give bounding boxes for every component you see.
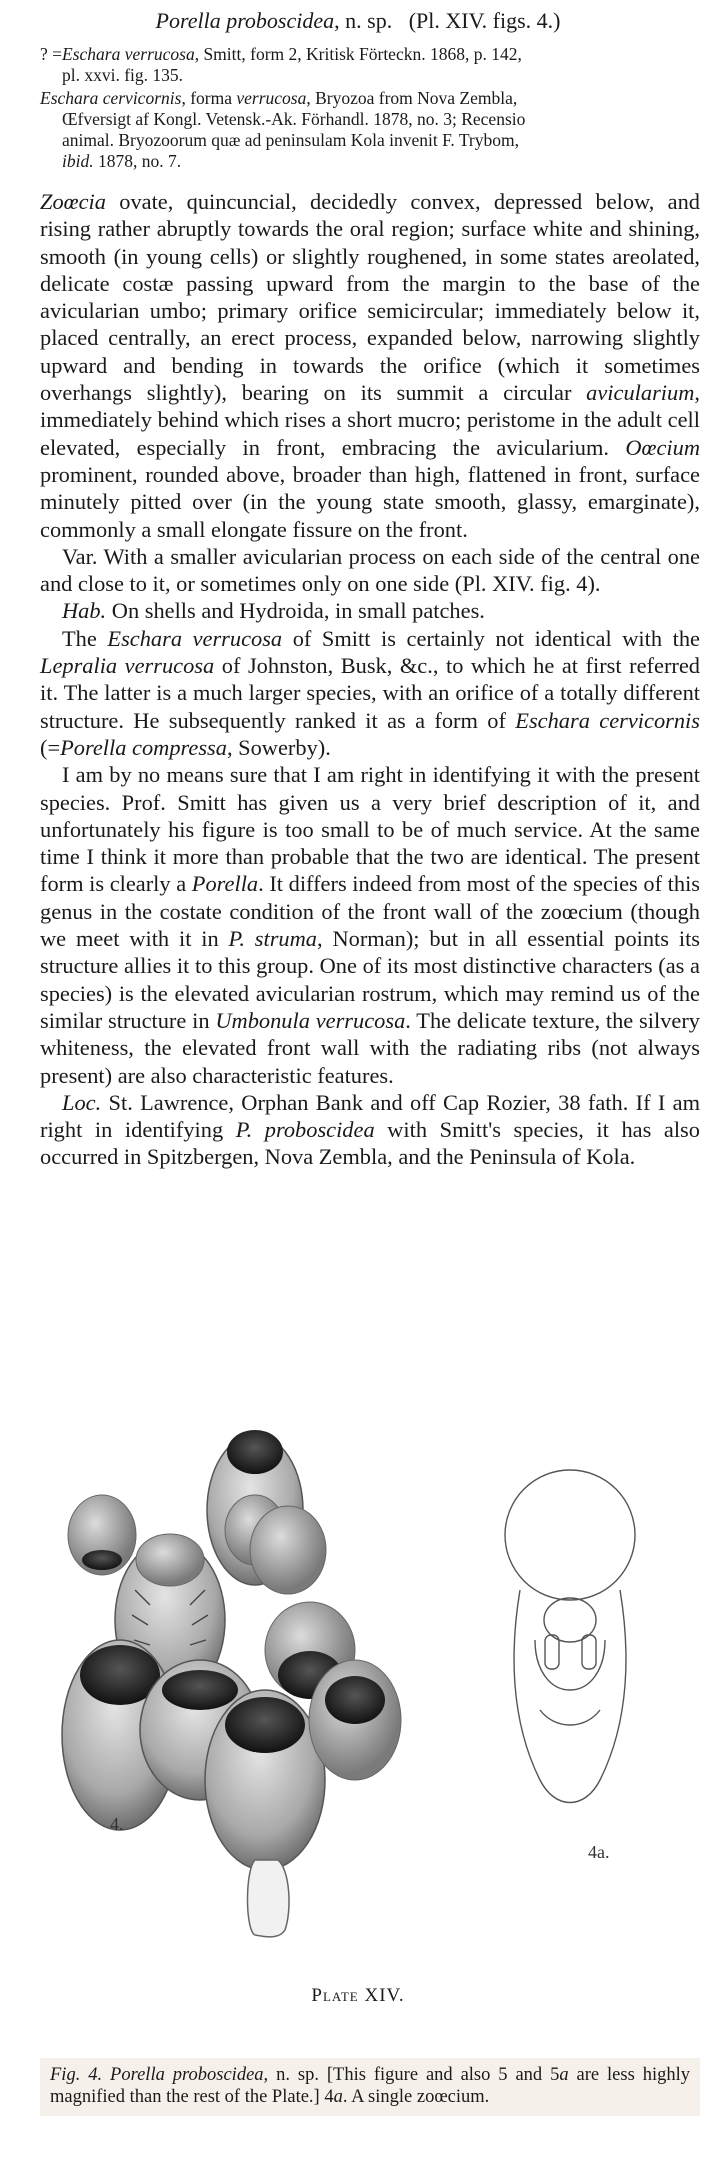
figure-label-4a: 4a. <box>588 1842 610 1862</box>
paragraph-identification: I am by no means sure that I am right in identifying it with the present species. Prof. Smitt has given us a very brief description of it, and unfortunately his figure is too small to be of much service. At the same time I think it more than probable that the two are identical. The present form is clearly a Porella. It differs indeed from most of the species of this genus in the costate condition of the front wall of the zoœcium (though we meet with it in P. struma, Norman); but in all essential points its structure allies it to this group. One of its most distinctive characters (as a species) is the elevated avicularian rostrum, which may remind us of the similar structure in Umbonula verrucosa. The delicate texture, the silvery whiteness, the elevated front wall with the radiating ribs (not always present) are also characteristic features. <box>40 762 701 1088</box>
plate-illustration <box>40 1390 700 1960</box>
synonym-1: ? =Eschara verrucosa, Smitt, form 2, Kritisk Förteckn. 1868, p. 142, pl. xxvi. fig. 135. <box>40 44 522 85</box>
paragraph-locality: Loc. St. Lawrence, Orphan Bank and off Cap Rozier, 38 fath. If I am right in identifying P. proboscidea with Smitt's species, it has also occurred in Spitzbergen, Nova Zembla, and the Peninsula of Kola. <box>40 1089 700 1170</box>
figure-caption: Fig. 4. Porella proboscidea, n. sp. [This figure and also 5 and 5a are less highly magnified than the rest of the Plate.] 4a. A single zoœcium. <box>40 2058 700 2116</box>
figure-label-4: 4. <box>110 1814 124 1834</box>
paragraph-habitat: Hab. On shells and Hydroida, in small patches. <box>62 598 485 624</box>
species-name: Porella proboscidea <box>155 8 335 33</box>
species-suffix: , n. sp. <box>334 8 393 33</box>
plate-reference: (Pl. XIV. figs. 4.) <box>408 8 561 33</box>
paragraph-zooecia: Zoœcia ovate, quincuncial, decidedly convex, depressed below, and rising rather abruptly towards the oral region; surface white and shining, smooth (in young cells) or slightly roughened, in some states areolated, delicate costæ passing upward from the margin to the base of the avicularian umbo; primary orifice semicircular; immediately below it, placed centrally, an erect process, expanded below, narrowing slightly upward and bending in towards the orifice (which it sometimes overhangs slightly), bearing on its summit a circular avicularium, immediately behind which rises a short mucro; peristome in the adult cell elevated, especially in front, embracing the avicularium. Oœcium prominent, rounded above, broader than high, flattened in front, surface minutely pitted over (in the young state smooth, glassy, emarginate), commonly a small elongate fissure on the front. <box>40 189 700 542</box>
paragraph-smitt: The Eschara verrucosa of Smitt is certainly not identical with the Lepralia verrucosa of Johnston, Busk, &c., to which he at first referred it. The latter is a much larger species, with an orifice of a totally different structure. He subsequently ranked it as a form of Eschara cervicornis (=Porella compressa, Sowerby). <box>40 625 700 760</box>
description-body <box>40 188 700 1171</box>
species-heading <box>0 8 716 34</box>
single-zooecium-drawing <box>505 1470 635 1803</box>
colony-drawing <box>62 1430 401 1937</box>
paragraph-variety: Var. With a smaller avicularian process on each side of the central one and close to it, or sometimes only on one side (Pl. XIV. fig. 4). <box>40 543 700 597</box>
plate-caption: Plate XIV. <box>311 1985 405 2006</box>
synonym-2: Eschara cervicornis, forma verrucosa, Bryozoa from Nova Zembla, Œfversigt af Kongl. Vetensk.-Ak. Förhandl. 1878, no. 3; Recensio animal. Bryozoorum quæ ad peninsulam Kola invenit F. Trybom, ibid. 1878, no. 7. <box>40 88 526 171</box>
